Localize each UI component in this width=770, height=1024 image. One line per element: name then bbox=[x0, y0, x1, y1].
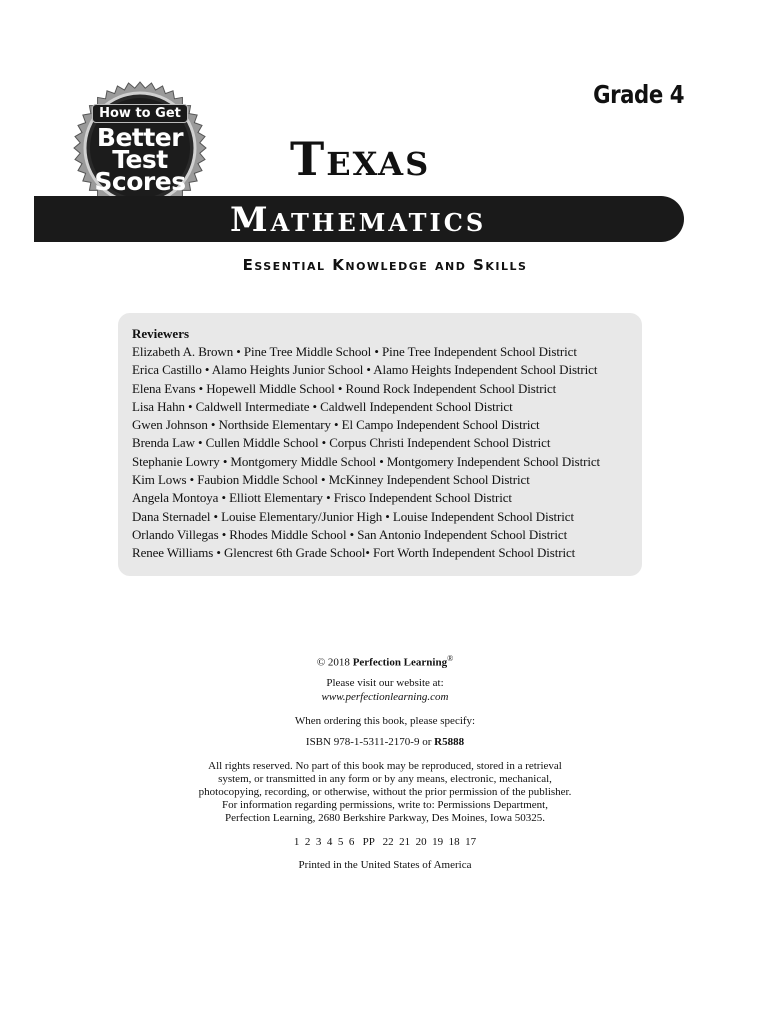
ordering-text: When ordering this book, please specify: bbox=[294, 715, 476, 727]
reviewer-line: Elizabeth A. Brown • Pine Tree Middle School • Pine Tree Independent School District bbox=[132, 344, 577, 359]
reviewers-heading: Reviewers bbox=[132, 326, 190, 341]
reviewer-line: Elena Evans • Hopewell Middle School • Round Rock Independent School District bbox=[132, 380, 557, 396]
badge-line-1: How to Get bbox=[92, 104, 188, 123]
reviewer-line: Angela Montoya • Elliott Elementary • Frisco Independent School District bbox=[132, 490, 512, 506]
reviewer-line: Renee Williams • Glencrest 6th Grade School• Fort Worth Independent School District bbox=[132, 545, 576, 561]
reviewer-line: Stephanie Lowry • Montgomery Middle School • Montgomery Independent School District bbox=[132, 453, 601, 469]
rights-line: For information regarding permissions, write to: Permissions Department, bbox=[222, 799, 548, 811]
visit-text: Please visit our website at: bbox=[326, 677, 444, 689]
badge-line-4: Scores bbox=[94, 166, 186, 196]
reviewer-line: Orlando Villegas • Rhodes Middle School • San Antonio Independent School District bbox=[132, 526, 568, 542]
rights-line: All rights reserved. No part of this book may be reproduced, stored in a retrieval bbox=[208, 760, 562, 772]
badge-line-2: Better bbox=[96, 122, 184, 152]
banner-mathematics: Mathematics bbox=[230, 200, 487, 240]
title-texas: Texas bbox=[290, 132, 431, 186]
publisher-name: Perfection Learning bbox=[352, 656, 448, 669]
reviewers-panel bbox=[118, 313, 642, 576]
website-url[interactable]: www.perfectionlearning.com bbox=[321, 691, 449, 703]
isbn-line bbox=[0, 735, 770, 749]
registered-mark: ® bbox=[447, 654, 454, 663]
reviewer-line: Gwen Johnson • Northside Elementary • El Campo Independent School District bbox=[132, 417, 540, 433]
copyright-prefix: © 2018 bbox=[316, 656, 353, 669]
grade-label: Grade 4 bbox=[592, 80, 684, 109]
reviewer-line: Brenda Law • Cullen Middle School • Corpus Christi Independent School District bbox=[132, 435, 551, 451]
badge-line-3: Test bbox=[112, 144, 168, 174]
product-code: R5888 bbox=[434, 736, 465, 748]
reviewer-line: Kim Lows • Faubion Middle School • McKinney Independent School District bbox=[132, 472, 530, 488]
reviewer-line: Erica Castillo • Alamo Heights Junior School • Alamo Heights Independent School District bbox=[132, 362, 598, 378]
rights-line: system, or transmitted in any form or by any means, electronic, mechanical, bbox=[218, 773, 552, 785]
rights-line: photocopying, recording, or otherwise, without the prior permission of the publisher. bbox=[198, 786, 572, 798]
copyright-line bbox=[0, 652, 770, 670]
printing-line: 1 2 3 4 5 6 PP 22 21 20 19 18 17 bbox=[293, 836, 477, 848]
reviewer-line: Lisa Hahn • Caldwell Intermediate • Caldwell Independent School District bbox=[132, 398, 513, 414]
printed-in: Printed in the United States of America bbox=[298, 859, 472, 871]
subtitle: Essential Knowledge and Skills bbox=[242, 256, 528, 274]
rights-line: Perfection Learning, 2680 Berkshire Parkway, Des Moines, Iowa 50325. bbox=[224, 812, 546, 824]
isbn-text: ISBN 978-1-5311-2170-9 or bbox=[305, 736, 435, 748]
reviewer-line: Dana Sternadel • Louise Elementary/Junior High • Louise Independent School District bbox=[132, 508, 574, 524]
